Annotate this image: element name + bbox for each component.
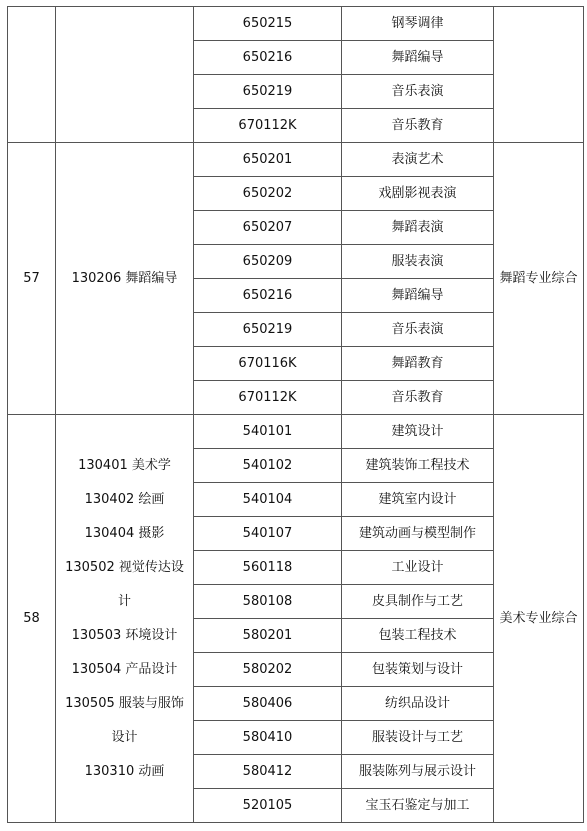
vocational-major-name: 建筑设计 [342, 415, 494, 449]
group-index-cell [8, 7, 56, 143]
vocational-major-name: 包装策划与设计 [342, 653, 494, 687]
vocational-major-code: 580406 [194, 687, 342, 721]
undergrad-major-line: 130402 绘画 [84, 491, 165, 507]
vocational-major-code: 670112K [194, 381, 342, 415]
vocational-major-name: 建筑装饰工程技术 [342, 449, 494, 483]
vocational-major-name: 建筑动画与模型制作 [342, 517, 494, 551]
vocational-major-code: 670112K [194, 109, 342, 143]
undergrad-major-line: 130504 产品设计 [71, 661, 178, 677]
major-correspondence-table [7, 6, 584, 823]
vocational-major-name: 音乐教育 [342, 109, 494, 143]
undergrad-major-line: 130310 动画 [84, 763, 165, 779]
group-index-cell: 57 [8, 143, 56, 415]
undergrad-major-line: 130404 摄影 [84, 525, 165, 541]
vocational-major-name: 服装表演 [342, 245, 494, 279]
vocational-major-name: 服装设计与工艺 [342, 721, 494, 755]
vocational-major-code: 650202 [194, 177, 342, 211]
vocational-major-code: 650207 [194, 211, 342, 245]
vocational-major-code: 520105 [194, 789, 342, 823]
undergrad-major-line: 130505 服装与服饰 [65, 695, 184, 711]
vocational-major-name: 音乐表演 [342, 75, 494, 109]
undergrad-majors-cell [56, 143, 194, 415]
vocational-major-code: 650201 [194, 143, 342, 177]
vocational-major-name: 舞蹈教育 [342, 347, 494, 381]
table-body [8, 7, 584, 823]
undergrad-major-line: 130206 舞蹈编导 [71, 270, 178, 286]
exam-subject-cell: 舞蹈专业综合 [494, 143, 584, 415]
vocational-major-code: 540102 [194, 449, 342, 483]
vocational-major-name: 舞蹈编导 [342, 41, 494, 75]
vocational-major-code: 650219 [194, 313, 342, 347]
vocational-major-code: 540101 [194, 415, 342, 449]
vocational-major-code: 580108 [194, 585, 342, 619]
undergrad-majors-cell [56, 415, 194, 823]
vocational-major-name: 钢琴调律 [342, 7, 494, 41]
undergrad-major-line: 130502 视觉传达设 [65, 559, 184, 575]
table-row [8, 7, 584, 41]
table-row [8, 415, 584, 449]
vocational-major-name: 皮具制作与工艺 [342, 585, 494, 619]
vocational-major-code: 580410 [194, 721, 342, 755]
table-row [8, 143, 584, 177]
vocational-major-code: 580202 [194, 653, 342, 687]
group-index-cell: 58 [8, 415, 56, 823]
vocational-major-code: 540107 [194, 517, 342, 551]
vocational-major-name: 音乐教育 [342, 381, 494, 415]
vocational-major-code: 580201 [194, 619, 342, 653]
vocational-major-code: 670116K [194, 347, 342, 381]
vocational-major-name: 戏剧影视表演 [342, 177, 494, 211]
vocational-major-code: 650216 [194, 279, 342, 313]
vocational-major-name: 舞蹈表演 [342, 211, 494, 245]
vocational-major-name: 宝玉石鉴定与加工 [342, 789, 494, 823]
vocational-major-name: 表演艺术 [342, 143, 494, 177]
undergrad-majors-cell [56, 7, 194, 143]
undergrad-major-line: 130503 环境设计 [71, 627, 178, 643]
vocational-major-code: 580412 [194, 755, 342, 789]
exam-subject-cell [494, 7, 584, 143]
vocational-major-code: 650209 [194, 245, 342, 279]
vocational-major-name: 工业设计 [342, 551, 494, 585]
vocational-major-code: 650219 [194, 75, 342, 109]
undergrad-major-line: 计 [117, 593, 131, 609]
vocational-major-code: 650215 [194, 7, 342, 41]
vocational-major-code: 560118 [194, 551, 342, 585]
vocational-major-name: 舞蹈编导 [342, 279, 494, 313]
vocational-major-name: 纺织品设计 [342, 687, 494, 721]
undergrad-major-line: 130401 美术学 [78, 457, 171, 473]
vocational-major-name: 建筑室内设计 [342, 483, 494, 517]
vocational-major-name: 包装工程技术 [342, 619, 494, 653]
exam-subject-cell: 美术专业综合 [494, 415, 584, 823]
vocational-major-code: 540104 [194, 483, 342, 517]
vocational-major-code: 650216 [194, 41, 342, 75]
vocational-major-name: 服装陈列与展示设计 [342, 755, 494, 789]
vocational-major-name: 音乐表演 [342, 313, 494, 347]
undergrad-major-line: 设计 [111, 729, 138, 745]
